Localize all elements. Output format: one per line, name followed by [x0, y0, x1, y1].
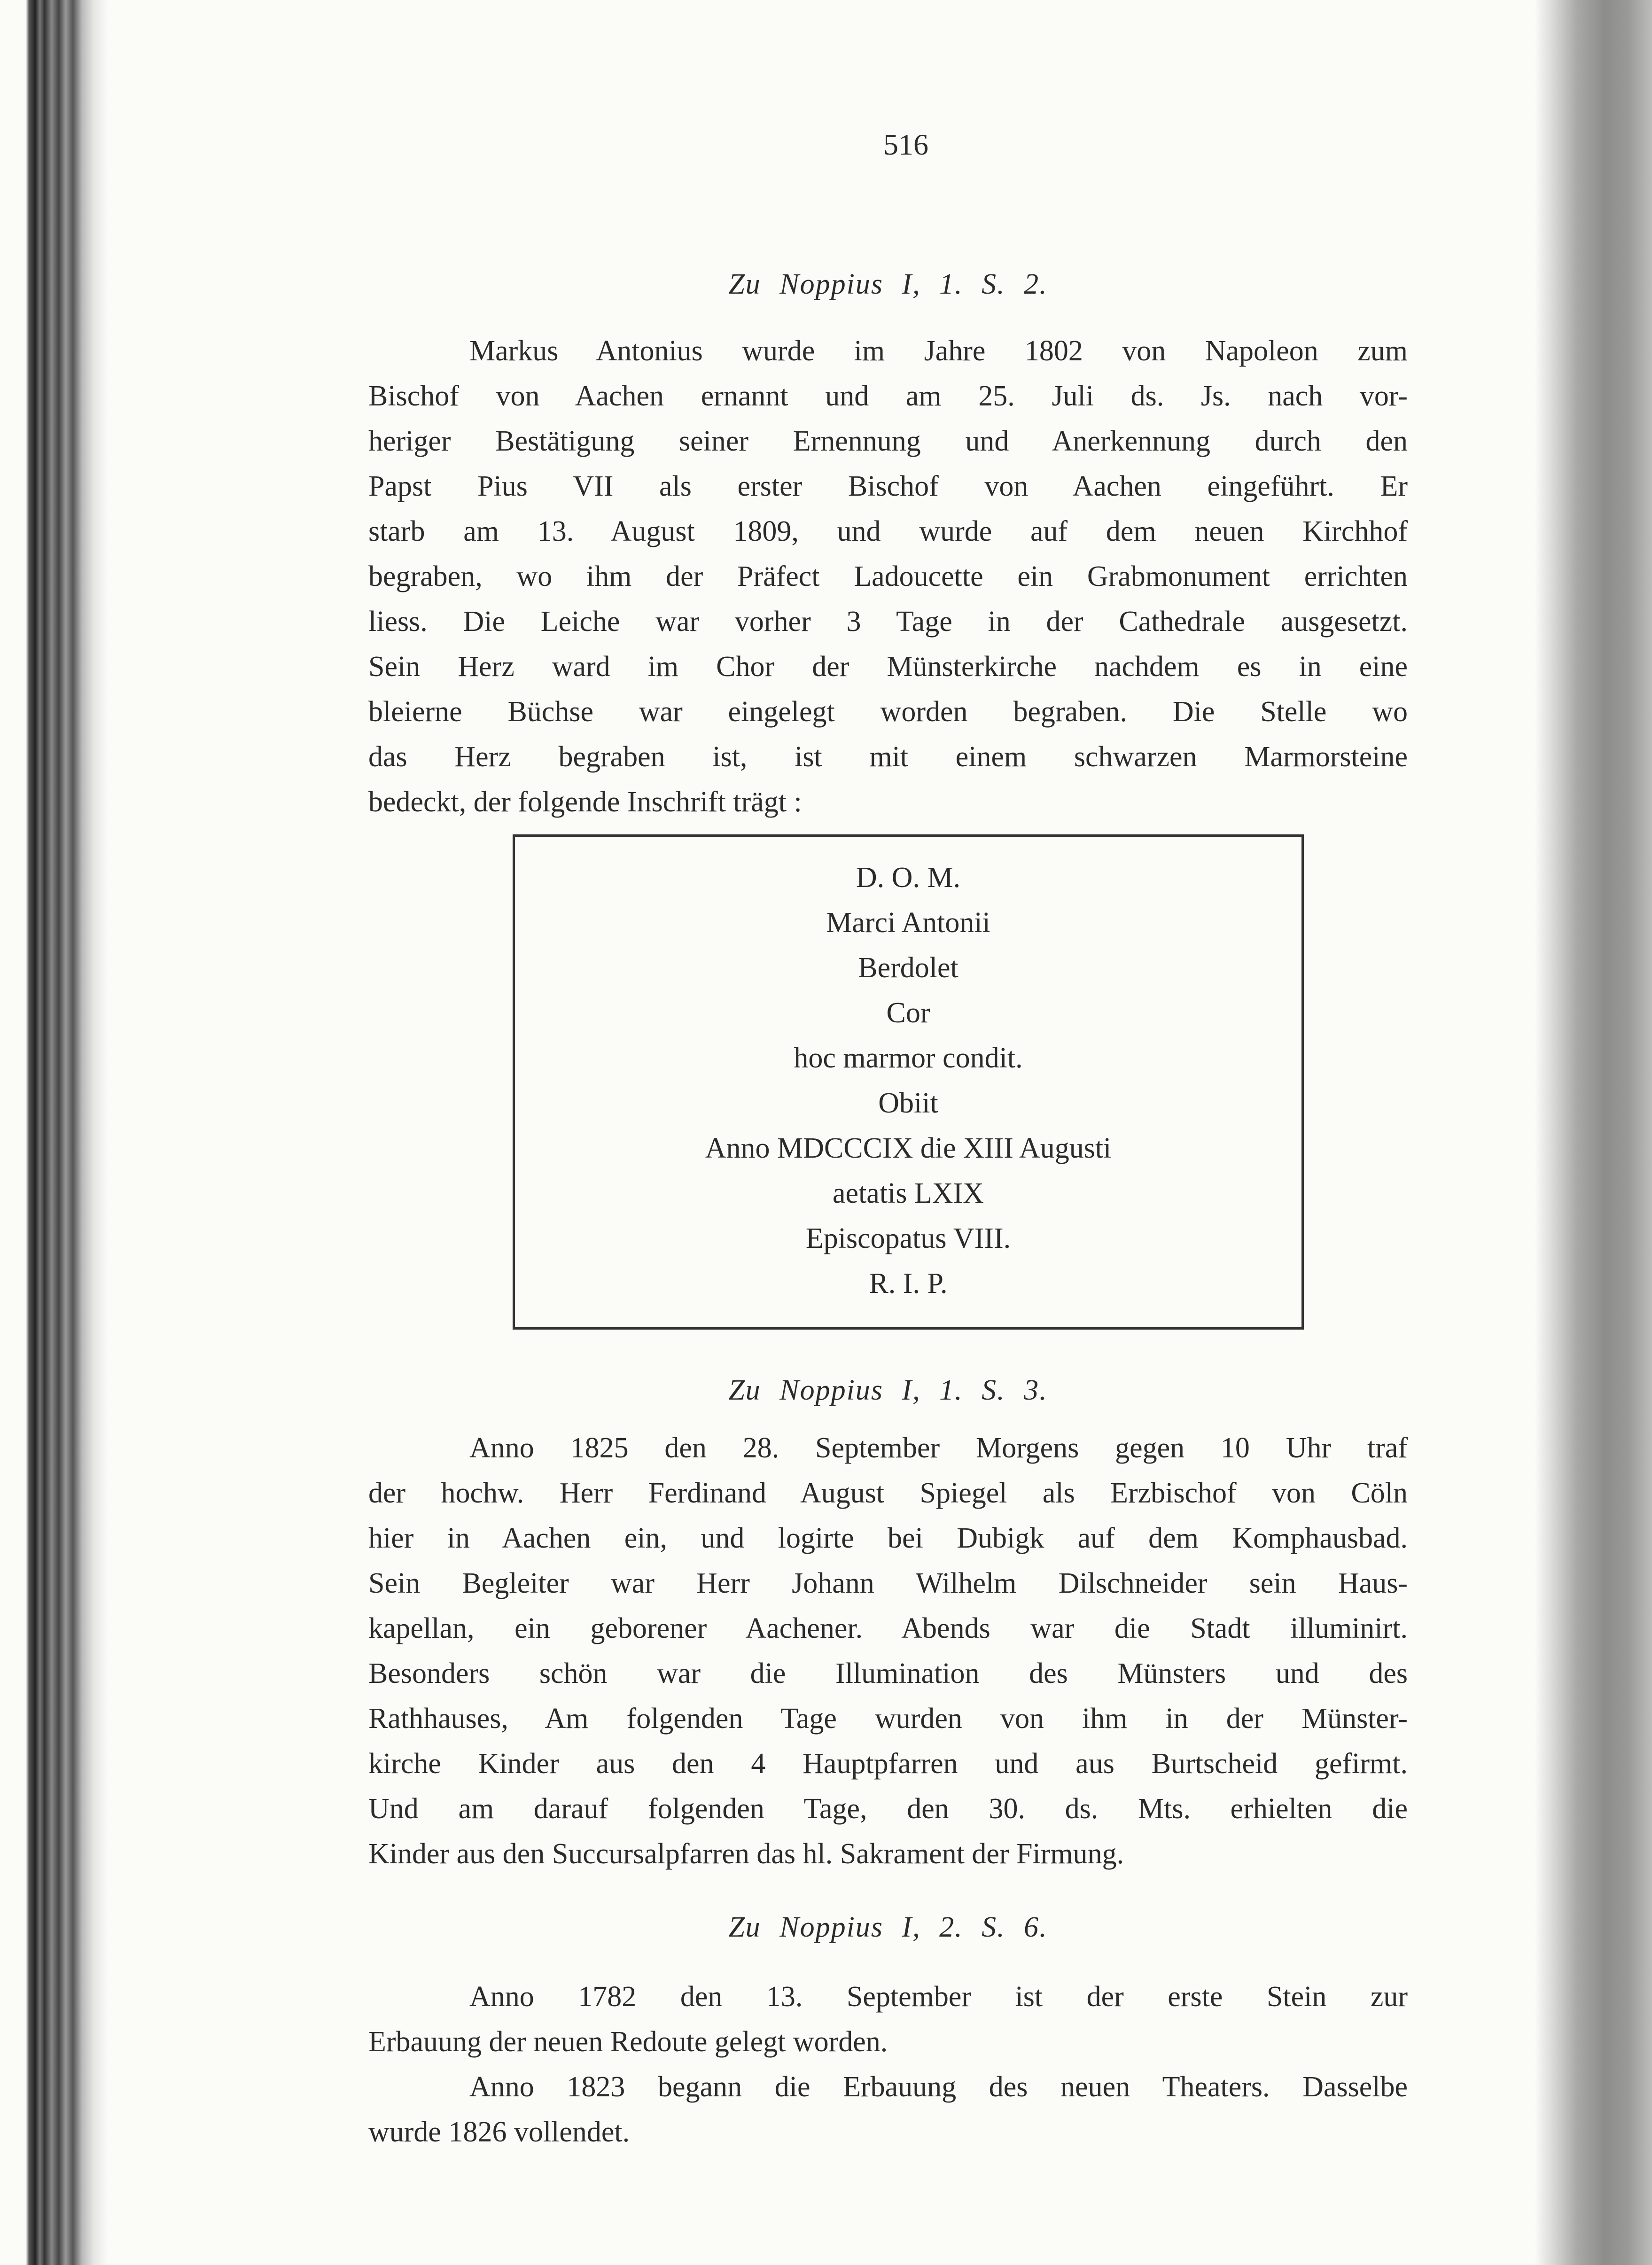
page-number: 516	[883, 128, 928, 161]
inscription-line: D. O. M.	[856, 862, 961, 894]
text-line: kapellan, ein geborener Aachener. Abends war die Stadt illuminirt.	[368, 1612, 1408, 1644]
text-line: bedeckt, der folgende Inschrift trägt :	[368, 786, 802, 818]
text-line: Anno 1782 den 13. September ist der erste Stein zur	[469, 1981, 1408, 2013]
text-line: Besonders schön war die Illumination des Münsters und des	[368, 1658, 1408, 1689]
scan-edge-right	[1535, 0, 1652, 2265]
paragraph-3	[368, 1974, 1408, 2064]
text-line: Und am darauf folgenden Tage, den 30. ds. Mts. erhielten die	[368, 1793, 1408, 1825]
text-line: Anno 1823 begann die Erbauung des neuen Theaters. Dasselbe	[469, 2071, 1408, 2103]
paragraph-4	[368, 2064, 1408, 2155]
inscription-line: Berdolet	[858, 952, 958, 984]
inscription-line: Marci Antonii	[826, 907, 990, 939]
text-line: Rathhauses, Am folgenden Tage wurden von ihm in der Münster-	[368, 1703, 1408, 1735]
inscription-line: hoc marmor condit.	[794, 1042, 1023, 1074]
section-heading-1: Zu Noppius I, 1. S. 2.	[728, 268, 1048, 300]
text-line: das Herz begraben ist, ist mit einem schwarzen Marmorsteine	[368, 741, 1408, 773]
inscription-line: aetatis LXIX	[833, 1177, 984, 1209]
inscription-line: Obiit	[878, 1087, 938, 1119]
text-line: wurde 1826 vollendet.	[368, 2116, 630, 2148]
inscription-line: Cor	[886, 997, 930, 1029]
text-line: liess. Die Leiche war vorher 3 Tage in der Cathedrale ausgesetzt.	[368, 606, 1408, 638]
inscription-line: R. I. P.	[869, 1268, 948, 1300]
text-line: begraben, wo ihm der Präfect Ladoucette ein Grabmonument errichten	[368, 560, 1408, 592]
text-line: Markus Antonius wurde im Jahre 1802 von Napoleon zum	[469, 335, 1408, 367]
text-line: kirche Kinder aus den 4 Hauptpfarren und aus Burtscheid gefirmt.	[368, 1748, 1408, 1780]
text-line: bleierne Büchse war eingelegt worden begraben. Die Stelle wo	[368, 696, 1408, 728]
inscription-line: Anno MDCCCIX die XIII Augusti	[705, 1132, 1112, 1164]
text-line: Sein Begleiter war Herr Johann Wilhelm Dilschneider sein Haus-	[368, 1567, 1408, 1599]
section-heading-3: Zu Noppius I, 2. S. 6.	[728, 1911, 1048, 1943]
text-line: Kinder aus den Succursalpfarren das hl. Sakrament der Firmung.	[368, 1838, 1124, 1870]
text-line: starb am 13. August 1809, und wurde auf dem neuen Kirchhof	[368, 515, 1408, 547]
paragraph-2	[368, 1425, 1408, 1876]
scan-edge-left	[0, 0, 108, 2265]
text-line: heriger Bestätigung seiner Ernennung und Anerkennung durch den	[368, 425, 1408, 457]
text-line: Erbauung der neuen Redoute gelegt worden.	[368, 2026, 888, 2058]
paragraph-1	[368, 328, 1408, 825]
text-line: der hochw. Herr Ferdinand August Spiegel als Erzbischof von Cöln	[368, 1477, 1408, 1509]
inscription-box	[513, 834, 1304, 1330]
text-line: Anno 1825 den 28. September Morgens gegen 10 Uhr traf	[469, 1432, 1408, 1464]
inscription-line: Episcopatus VIII.	[805, 1222, 1011, 1254]
text-line: Papst Pius VII als erster Bischof von Aachen eingeführt. Er	[368, 470, 1408, 502]
section-heading-2: Zu Noppius I, 1. S. 3.	[728, 1374, 1048, 1406]
inscription-text	[515, 855, 1301, 1306]
text-line: hier in Aachen ein, und logirte bei Dubigk auf dem Komphausbad.	[368, 1522, 1408, 1554]
text-line: Bischof von Aachen ernannt und am 25. Juli ds. Js. nach vor-	[368, 380, 1408, 412]
text-line: Sein Herz ward im Chor der Münsterkirche nachdem es in eine	[368, 651, 1408, 683]
